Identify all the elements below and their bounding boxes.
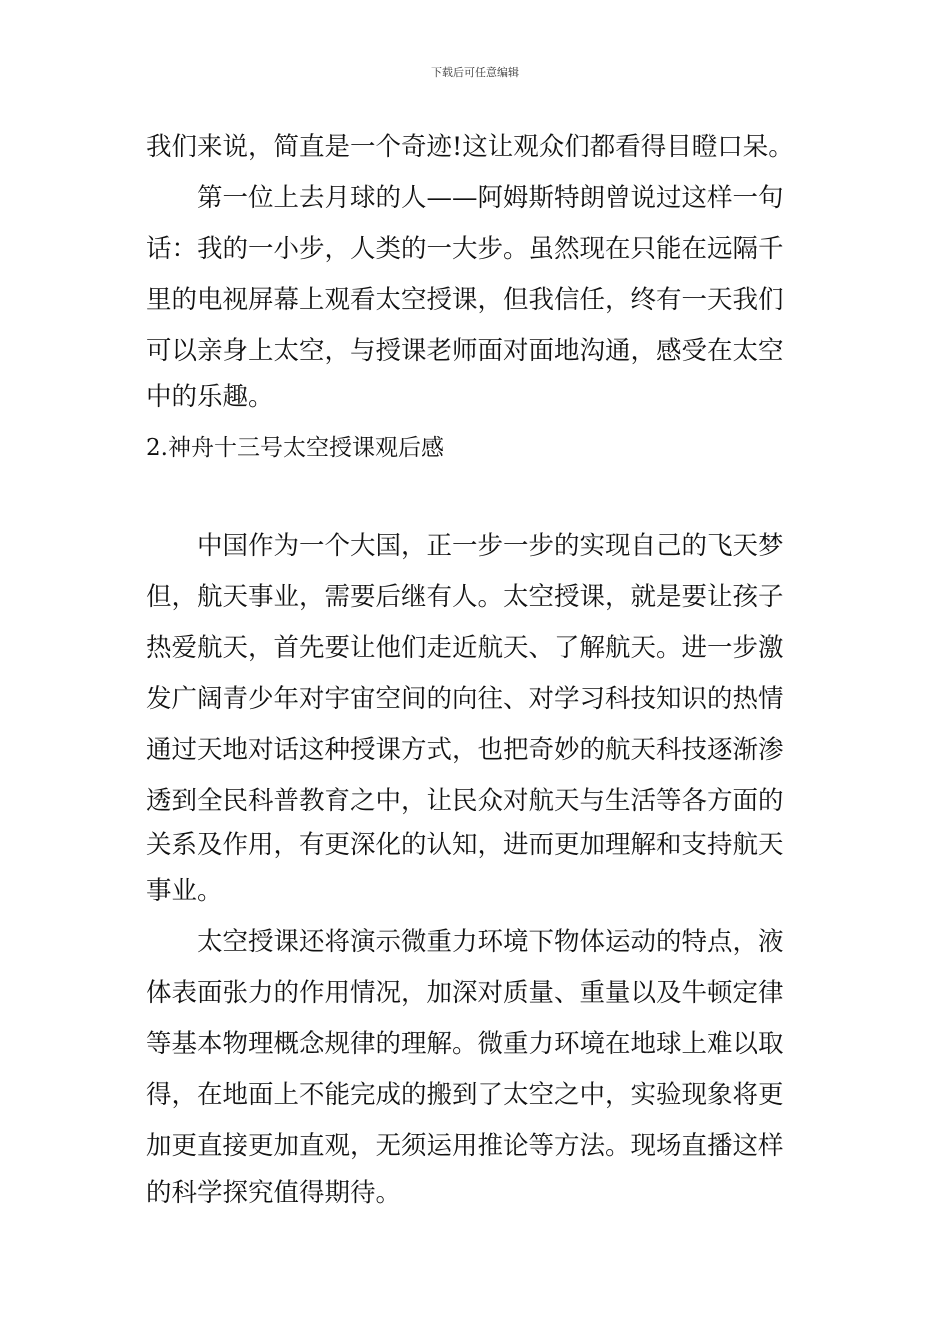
paragraph-line: 太空授课还将演示微重力环境下物体运动的特点，液 bbox=[146, 927, 784, 957]
paragraph-line: 里的电视屏幕上观看太空授课，但我信任，终有一天我们 bbox=[146, 285, 784, 315]
paragraph-line: 热爱航天，首先要让他们走近航天、了解航天。进一步激 bbox=[146, 633, 784, 663]
paragraph-line: 透到全民科普教育之中，让民众对航天与生活等各方面的 bbox=[146, 786, 784, 816]
paragraph-line: 可以亲身上太空，与授课老师面对面地沟通，感受在太空 bbox=[146, 336, 784, 366]
paragraph-line: 中的乐趣。 bbox=[146, 382, 274, 412]
paragraph-line: 话：我的一小步，人类的一大步。虽然现在只能在远隔千 bbox=[146, 234, 784, 264]
paragraph-line: 我们来说，简直是一个奇迹!这让观众们都看得目瞪口呆。 bbox=[146, 132, 794, 162]
paragraph-line: 通过天地对话这种授课方式，也把奇妙的航天科技逐渐渗 bbox=[146, 735, 784, 765]
section-heading: 2.神舟十三号太空授课观后感 bbox=[146, 435, 444, 461]
paragraph-line: 第一位上去月球的人——阿姆斯特朗曾说过这样一句 bbox=[146, 183, 784, 213]
paragraph-line: 事业。 bbox=[146, 876, 223, 906]
paragraph-line: 加更直接更加直观，无须运用推论等方法。现场直播这样 bbox=[146, 1131, 784, 1161]
paragraph-line: 但，航天事业，需要后继有人。太空授课，就是要让孩子 bbox=[146, 582, 784, 612]
paragraph-line: 得，在地面上不能完成的搬到了太空之中，实验现象将更 bbox=[146, 1080, 784, 1110]
page-header: 下载后可任意编辑 bbox=[431, 66, 519, 79]
paragraph-line: 等基本物理概念规律的理解。微重力环境在地球上难以取 bbox=[146, 1029, 784, 1059]
paragraph-line: 中国作为一个大国，正一步一步的实现自己的飞天梦 bbox=[146, 531, 784, 561]
paragraph-line: 体表面张力的作用情况，加深对质量、重量以及牛顿定律 bbox=[146, 978, 784, 1008]
paragraph-line: 的科学探究值得期待。 bbox=[146, 1178, 402, 1208]
paragraph-line: 关系及作用，有更深化的认知，进而更加理解和支持航天 bbox=[146, 830, 784, 860]
paragraph-line: 发广阔青少年对宇宙空间的向往、对学习科技知识的热情 bbox=[146, 684, 784, 714]
